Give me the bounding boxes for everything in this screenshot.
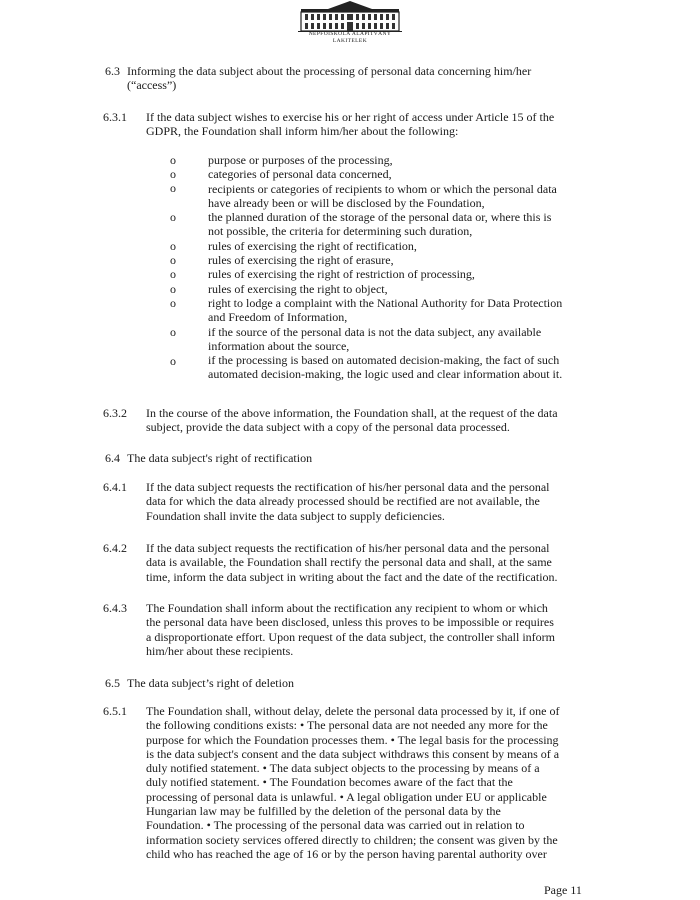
bullet-icon: o [170,267,176,281]
list-item: purpose or purposes of the processing, [208,153,393,167]
bullet-icon: o [170,325,176,339]
section-6-3-2-text: In the course of the above information, the Foundation shall, at the request of the data subject, provide the data subject with a copy of the personal data processed. [146,406,558,435]
list-item: rules of exercising the right to object, [208,281,388,296]
list-item: have already been or will be disclosed by the Foundation, [208,195,485,210]
bullet-icon: o [170,181,176,195]
list-item: automated decision-making, the logic used and clear information about it. [208,367,563,382]
section-6-3-1-text: If the data subject wishes to exercise his or her right of access under Article 15 of the GDPR, the Foundation shall inform him/her about the following: [146,110,555,139]
bullet-icon: o [170,239,176,253]
list-item: if the processing is based on automated decision-making, the fact of such [208,353,560,368]
bullet-icon: o [170,296,176,310]
section-6-4-3-text: The Foundation shall inform about the rectification any recipient to whom or which the personal data have been disclosed, unless this proves to be impossible or requires a disproportionate effort. Upon request of the data subject, the controller shall inform him/her about these recipients. [146,601,555,658]
section-6-4-1-number: 6.4.1 [103,480,127,494]
section-6-5-number: 6.5 [105,676,120,690]
building-facade-icon [298,0,402,32]
list-item: information about the source, [208,338,350,353]
access-info-list [208,153,590,382]
list-item: right to lodge a complaint with the National Authority for Data Protection [208,295,563,310]
org-name: NÉPFŐISKOLA ALAPÍTVÁNY [308,31,392,37]
bullet-icon: o [170,354,176,368]
list-item: not possible, the criteria for determining such duration, [208,224,473,239]
section-6-5-1-number: 6.5.1 [103,704,127,718]
list-item: and Freedom of Information, [208,310,348,325]
section-6-3-title: Informing the data subject about the processing of personal data concerning him/her (“access”) [127,64,532,93]
section-6-5-title: The data subject’s right of deletion [127,676,294,690]
section-6-4-1-text: If the data subject requests the rectification of his/her personal data and the personal data for which the data already processed should be rectified are not available, the Foundation shall invite the data subject to supply deficiencies. [146,480,550,523]
list-item: if the source of the personal data is not the data subject, any available [208,324,542,339]
section-6-3-2-number: 6.3.2 [103,406,127,420]
bullet-icon: o [170,253,176,267]
list-item: rules of exercising the right of restriction of processing, [208,267,475,282]
list-item: rules of exercising the right of rectification, [208,238,417,253]
org-location: LAKITELEK [332,38,368,44]
section-6-4-2-number: 6.4.2 [103,541,127,555]
section-6-4-number: 6.4 [105,451,120,465]
list-item: the planned duration of the storage of the personal data or, where this is [208,210,552,225]
page-number: Page 11 [544,883,582,897]
list-item: categories of personal data concerned, [208,167,392,182]
list-item: rules of exercising the right of erasure, [208,253,394,268]
section-6-3-number: 6.3 [105,64,120,78]
section-6-3-1-number: 6.3.1 [103,110,127,124]
section-6-4-3-number: 6.4.3 [103,601,127,615]
bullet-icon: o [170,167,176,181]
bullet-icon: o [170,282,176,296]
section-6-5-1-text: The Foundation shall, without delay, delete the personal data processed by it, if one of the following conditions exists: • The personal data are not needed any more for the purpose for which the Foundation processes them. • The legal basis for the processing is the data subject's consent and the data subject withdraws this consent by means of a duly notified statement. • The data subject objects to the processing by means of a duly notified statement. • The Foundation becomes aware of the fact that the processing of personal data is unlawful. • A legal obligation under EU or applicable Hungarian law may be fulfilled by the deletion of the personal data by the Foundation. • The processing of the personal data was carried out in relation to information society services offered directly to children; the consent was given by the child who has reached the age of 16 or by the person having parental authority over [146,704,560,861]
section-6-4-2-text: If the data subject requests the rectification of his/her personal data and the personal data is available, the Foundation shall rectify the personal data and shall, at the same time, inform the data subject in writing about the fact and the date of the rectification. [146,541,558,584]
section-6-4-title: The data subject's right of rectification [127,451,313,465]
bullet-icon: o [170,153,176,167]
list-item: recipients or categories of recipients to whom or which the personal data [208,181,557,196]
bullet-icon: o [170,210,176,224]
